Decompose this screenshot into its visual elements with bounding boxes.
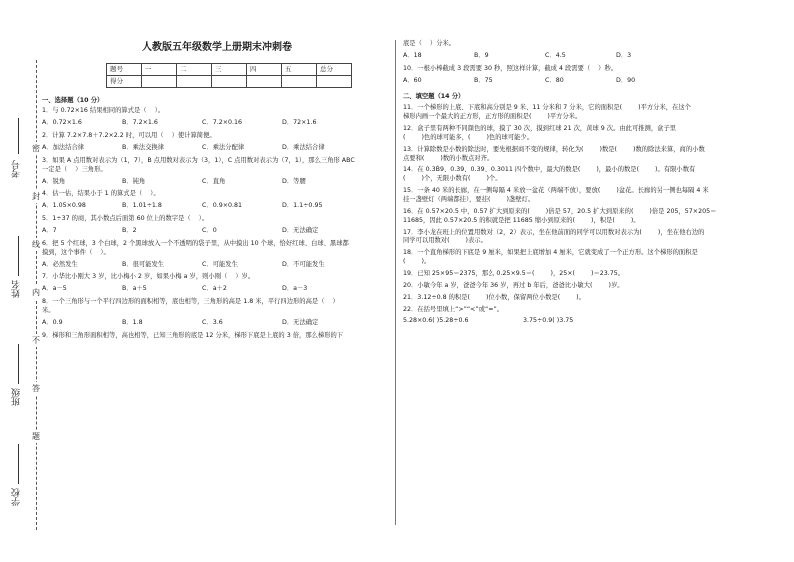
- seal-char: 题: [32, 432, 40, 441]
- question-11-cont: 梯形内画一个最大的正方形，正方形的面积是( )平方分米。: [403, 113, 582, 121]
- question-13-cont: 点要和( )数的小数点对齐。: [403, 154, 494, 162]
- option: B．1.8: [122, 318, 143, 326]
- option: B．钝角: [122, 177, 146, 185]
- score-input-cell[interactable]: [317, 75, 352, 87]
- comparison-item: 3.75÷0.9( )3.75: [523, 317, 574, 325]
- question-18-cont: ( )。: [403, 258, 431, 266]
- question-10-options: [403, 77, 788, 85]
- question-15-cont: 挂一盏壁灯（两端都挂），要挂( )盏壁灯。: [403, 196, 535, 204]
- question-2: 2．计算 7.2×7.8＋7.2×2.2 时，可以用（ ）使计算简便。: [42, 132, 216, 140]
- score-table-score-row: [107, 75, 352, 87]
- option: A．0.72×1.6: [42, 119, 82, 127]
- score-cell: 二: [177, 63, 212, 75]
- question-7: 7．小华比小刚大 3 岁，比小梅小 2 岁，如果小梅 a 岁，则小刚（ ）岁。: [42, 273, 255, 281]
- option: D．不可能发生: [282, 260, 325, 268]
- left-column: [42, 40, 392, 344]
- option: C．a＋2: [202, 285, 227, 293]
- question-6: 6．把 5 个红球，3 个白球，2 个黑球放入一个不透明的袋子里，从中摸出 10 个球，恰好红球、白球、黑球都: [42, 239, 349, 247]
- question-12: 12．盒子里有两种不同颜色的球，摸了 30 次，摸到红球 21 次，黄球 9 次。由此可推测，盒子里: [403, 125, 677, 133]
- option: B．很可能发生: [122, 260, 165, 268]
- question-4: 4．估一估，结果小于 1 的算式是（ ）。: [42, 190, 160, 198]
- question-6-options: [42, 261, 392, 269]
- school-line: [18, 444, 19, 484]
- option: C．7.2×0.16: [202, 119, 243, 127]
- seal-char: 线: [32, 240, 40, 249]
- score-table-header-row: [107, 63, 352, 75]
- exam-number-label: 考号: [12, 160, 22, 178]
- question-1-options: [42, 119, 392, 127]
- question-9-cont: 底是（ ）分米。: [403, 40, 456, 47]
- score-input-cell[interactable]: [177, 75, 212, 87]
- question-1: 1．与 0.72×16 结果相同的算式是（ ）。: [42, 107, 165, 115]
- option: D．90: [616, 76, 636, 84]
- section-heading: 二、填空题（14 分）: [403, 93, 465, 101]
- question-13: 13．计算除数是小数的除法时，要先根据商不变的规律，转化为( )数是( )数的除法来算，商的小数: [403, 145, 705, 153]
- question-6-cont: 摸到，这个事件（ ）。: [42, 248, 110, 256]
- option: D．无法确定: [282, 226, 319, 234]
- name-label: 姓名: [12, 280, 22, 298]
- option: C．4.5: [545, 51, 566, 59]
- question-3: 3．如果 A 点用数对表示为（1，7），B 点用数对表示为（3，1），C 点用数对表示为（7，1），那么三角形 ABC: [42, 156, 355, 164]
- option: D．a－3: [282, 285, 308, 293]
- school-label: 学校: [12, 488, 22, 506]
- seal-char: 答: [32, 384, 40, 393]
- option: B．2: [122, 226, 137, 234]
- question-4-options: [42, 202, 392, 210]
- question-3-options: [42, 178, 392, 186]
- option: A．必然发生: [42, 260, 78, 268]
- score-table: [106, 63, 352, 88]
- option: A．7: [42, 226, 57, 234]
- question-14: 14．在 0.3Ḃ9、0.3̇9̇、0.39、0.3011 四个数中，最大的数是( )，最小的数是( )。有限小数有: [403, 166, 696, 174]
- option: C．3.6: [202, 318, 223, 326]
- comparison-item: 5.28×0.6( )5.28÷0.6: [403, 317, 469, 325]
- right-column: [403, 40, 788, 330]
- option: B．乘法交换律: [122, 143, 165, 151]
- question-19: 19．已知 25×95＝2375，那么 0.25×9.5＝( )，25×( )＝23.75。: [403, 270, 625, 278]
- seal-char: 不: [32, 336, 40, 345]
- question-5: 5．1÷37 的商，其小数点后面第 60 位上的数字是（ ）。: [42, 215, 209, 223]
- question-16-cont: 11685，因此 0.57×20.5 的积就是把 11685 缩小到原来的( )，积是( )。: [403, 216, 640, 224]
- option: A．1.05×0.98: [42, 202, 86, 210]
- class-line: [18, 344, 19, 384]
- exam-number-line: [18, 118, 19, 154]
- name-line: [18, 236, 19, 276]
- question-9-options: [403, 52, 788, 60]
- section-heading: 一、选择题（10 分）: [42, 96, 104, 104]
- seal-char: 密: [32, 144, 40, 153]
- score-cell: 一: [142, 63, 177, 75]
- score-input-cell[interactable]: [212, 75, 247, 87]
- option: A．60: [403, 76, 422, 84]
- score-cell: 题号: [107, 63, 142, 75]
- score-cell: 五: [282, 63, 317, 75]
- score-cell: 四: [247, 63, 282, 75]
- question-22-items: [403, 317, 788, 325]
- score-cell: 三: [212, 63, 247, 75]
- question-9: 9．梯形和三角形面积相等，高也相等，已知三角形的底是 12 分米，梯形下底是上底的 3 倍，那么梯形的下: [42, 331, 344, 339]
- seal-char: 内: [32, 288, 40, 297]
- score-cell: 得分: [107, 75, 142, 87]
- option: C．直角: [202, 177, 226, 185]
- option: D．乘法结合律: [282, 143, 325, 151]
- option: B．a＋5: [122, 285, 147, 293]
- question-20: 20．小敏今年 a 岁，爸爸今年 36 岁，再过 b 年后，爸爸比小敏大( )岁。: [403, 281, 624, 289]
- question-12-cont: ( )色的球可能多，( )色的球可能少。: [403, 133, 534, 141]
- score-input-cell[interactable]: [282, 75, 317, 87]
- option: B．75: [474, 76, 493, 84]
- option: A．a－5: [42, 285, 67, 293]
- option: C．0.9×0.81: [202, 202, 243, 210]
- question-8-cont: 米。: [42, 306, 55, 314]
- score-input-cell[interactable]: [142, 75, 177, 87]
- option: C．可能发生: [202, 260, 238, 268]
- option: D．72×1.6: [282, 119, 317, 127]
- question-15: 15．一条 40 米的长廊，在一侧每隔 4 米放一盆花（两端不放），要放( )盆花。长廊的另一侧也每隔 4 米: [403, 187, 709, 195]
- question-14-cont: ( )个，无限小数有( )个。: [403, 175, 502, 183]
- option: C．80: [545, 76, 564, 84]
- option: D．1.1÷0.95: [282, 202, 323, 210]
- question-18: 18．一个直角梯形的下底是 9 厘米，如果把上底增加 4 厘米，它就变成了一个正方形。这个梯形的面积是: [403, 249, 698, 257]
- question-2-options: [42, 144, 392, 152]
- seal-char: 封: [32, 192, 40, 201]
- option: A．18: [403, 51, 422, 59]
- question-8-options: [42, 319, 392, 327]
- exam-title: 人教版五年级数学上册期末冲刺卷: [142, 42, 292, 53]
- option: C．乘法分配律: [202, 143, 245, 151]
- option: B．7.2×1.6: [122, 119, 158, 127]
- question-21: 21．3.12÷0.8 的积是( )位小数，保留两位小数是( )。: [403, 293, 585, 301]
- option: D．无法确定: [282, 318, 319, 326]
- score-input-cell[interactable]: [247, 75, 282, 87]
- question-10: 10．一根小棒截成 3 段需要 30 秒，照这样计算，截成 4 段需要（ ）秒。: [403, 64, 618, 72]
- option: C．0: [202, 226, 217, 234]
- option: A．0.9: [42, 318, 63, 326]
- question-17-cont: 同学可以用数对( )表示。: [403, 237, 487, 245]
- option: A．锐角: [42, 177, 66, 185]
- option: B．9: [474, 51, 489, 59]
- option: A．加法结合律: [42, 143, 85, 151]
- question-7-options: [42, 285, 392, 293]
- column-divider: [395, 40, 396, 525]
- score-cell: 总分: [317, 63, 352, 75]
- class-label: 班级: [12, 388, 22, 406]
- question-17: 17．李小龙在班上的位置用数对（2，2）表示，坐在他前面的同学可以用数对表示为( )，坐在他右边的: [403, 228, 705, 236]
- question-11: 11．一个梯形的上底、下底和高分别是 9 米、11 分米和 7 分米，它的面积是( )平方分米，在这个: [403, 104, 691, 112]
- question-22: 22．在括号里填上“>”“<”或“=”。: [403, 305, 504, 313]
- question-16: 16．在 0.57×20.5 中，0.57 扩大到原来的( )倍是 57，20.5 扩大到原来的( )倍是 205，57×205＝: [403, 207, 717, 215]
- question-3-cont: 一定是（ ）三角形。: [42, 165, 107, 173]
- option: D．等腰: [282, 177, 306, 185]
- question-5-options: [42, 227, 392, 235]
- option: D．3: [616, 51, 632, 59]
- question-8: 8．一个三角形与一个平行四边形的面积相等，底也相等，三角形的高是 1.8 米，平行四边形的高是（ ）: [42, 298, 339, 306]
- option: B．1.01÷1.8: [122, 202, 162, 210]
